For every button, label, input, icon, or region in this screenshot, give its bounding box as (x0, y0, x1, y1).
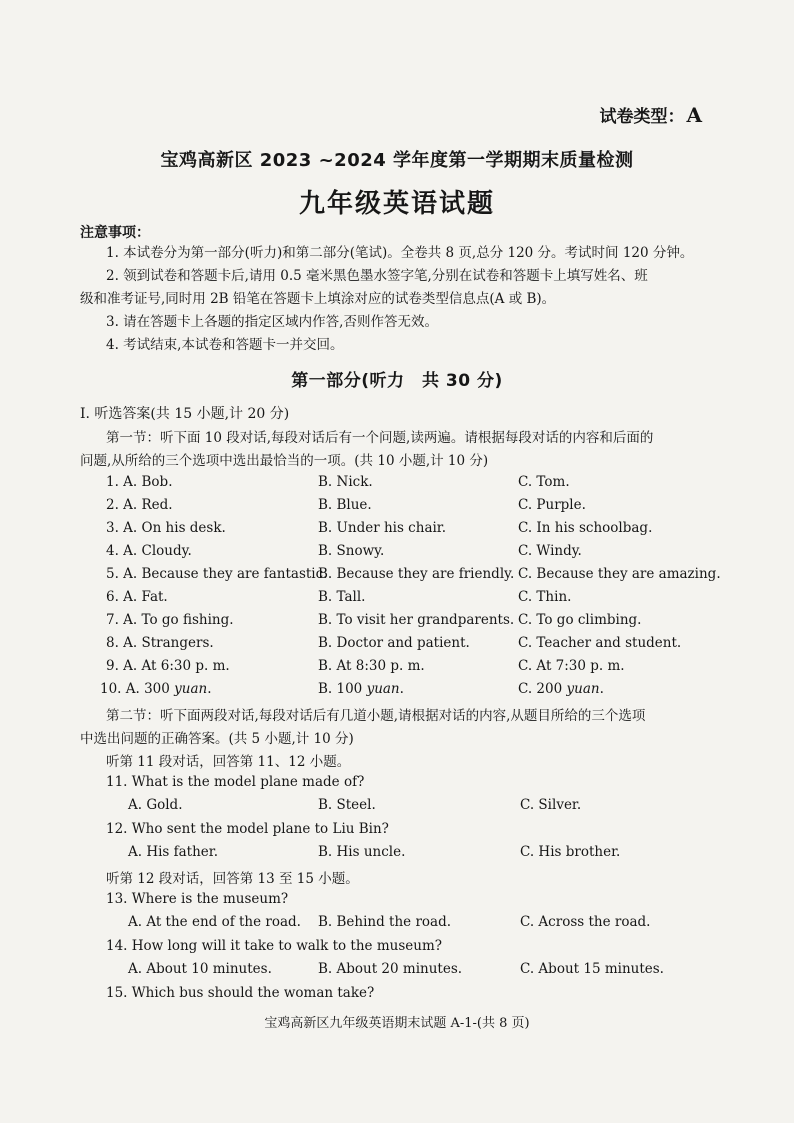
option-b: B. Behind the road. (318, 914, 452, 930)
option-a: 7. A. To go fishing. (106, 612, 234, 628)
sec1-intro-line2: 问题,从所给的三个选项中选出最恰当的一项。(共 10 小题,计 10 分) (80, 453, 489, 469)
sec2-intro-line1: 第二节：听下面两段对话,每段对话后有几道小题,请根据对话的内容,从题目所给的三个选项 (106, 708, 646, 724)
option-a: A. Gold. (128, 797, 183, 813)
question-stem-11: 11. What is the model plane made of? (106, 774, 365, 790)
option-a: 1. A. Bob. (106, 474, 173, 490)
option-a: A. His father. (128, 844, 219, 860)
question-row-7 (106, 612, 726, 634)
unit-text: yuan (566, 681, 600, 697)
option-c: C. To go climbing. (518, 612, 642, 628)
option-c (518, 681, 604, 697)
notice-heading: 注意事项： (80, 225, 150, 241)
option-a-text: 10. A. 300 (100, 681, 175, 697)
dialog12-note: 听第 12 段对话，回答第 13 至 15 小题。 (106, 871, 359, 887)
question-stem-15: 15. Which bus should the woman take? (106, 985, 375, 1001)
question-row-1 (106, 474, 726, 496)
option-a: 6. A. Fat. (106, 589, 168, 605)
notice-item-1: 1. 本试卷分为第一部分(听力)和第二部分(笔试)。全卷共 8 页,总分 120 分。考试时间 120 分钟。 (106, 245, 694, 261)
option-c: C. Purple. (518, 497, 586, 513)
question-row-2 (106, 497, 726, 519)
paper-type-value: A (686, 103, 702, 127)
question-row-5 (106, 566, 726, 588)
question-row-8 (106, 635, 726, 657)
option-b: B. About 20 minutes. (318, 961, 463, 977)
question-row-6 (106, 589, 726, 611)
option-b-text: B. 100 (318, 681, 367, 697)
sec2-intro-line2: 中选出问题的正确答案。(共 5 小题,计 10 分) (80, 731, 354, 747)
question-stem-13: 13. Where is the museum? (106, 891, 289, 907)
notice-item-2: 2. 领到试卷和答题卡后,请用 0.5 毫米黑色墨水签字笔,分别在试卷和答题卡上填写姓名、班 (106, 268, 648, 284)
part1-heading: Ⅰ. 听选答案(共 15 小题,计 20 分) (80, 406, 290, 422)
question-stem-12: 12. Who sent the model plane to Liu Bin? (106, 821, 389, 837)
option-c: C. Across the road. (520, 914, 651, 930)
option-b: B. Doctor and patient. (318, 635, 470, 651)
option-c: C. Tom. (518, 474, 570, 490)
option-a: 4. A. Cloudy. (106, 543, 192, 559)
page-footer: 宝鸡高新区九年级英语期末试题 A-1-(共 8 页) (264, 1016, 530, 1031)
question-row-3 (106, 520, 726, 542)
option-b: B. At 8:30 p. m. (318, 658, 425, 674)
paper-type-text: 试卷类型： (599, 107, 685, 127)
sec1-intro-line1: 第一节：听下面 10 段对话,每段对话后有一个问题,读两遍。请根据每段对话的内容和后面的 (106, 430, 654, 446)
option-a: 2. A. Red. (106, 497, 173, 513)
exam-subject-title: 九年级英语试题 (298, 189, 495, 219)
option-b: B. Under his chair. (318, 520, 447, 536)
options-12 (128, 844, 728, 866)
option-b: B. Nick. (318, 474, 373, 490)
question-row-10 (100, 681, 726, 703)
period: . (599, 681, 604, 697)
option-c: C. Silver. (520, 797, 582, 813)
option-b: B. To visit her grandparents. (318, 612, 515, 628)
options-13 (128, 914, 728, 936)
option-b: B. Steel. (318, 797, 376, 813)
option-b: B. Snowy. (318, 543, 385, 559)
option-c: C. Thin. (518, 589, 572, 605)
period: . (207, 681, 212, 697)
option-b: B. Because they are friendly. (318, 566, 515, 582)
unit-text: yuan (366, 681, 400, 697)
option-a: 5. A. Because they are fantastic. (106, 566, 328, 582)
question-row-9 (106, 658, 726, 680)
option-c: C. Because they are amazing. (518, 566, 721, 582)
option-c: C. Windy. (518, 543, 582, 559)
option-b: B. Tall. (318, 589, 366, 605)
question-row-4 (106, 543, 726, 565)
option-c: C. His brother. (520, 844, 621, 860)
option-c: C. Teacher and student. (518, 635, 682, 651)
option-c-text: C. 200 (518, 681, 567, 697)
period: . (399, 681, 404, 697)
paper-type-label (599, 102, 702, 127)
notice-item-2-cont: 级和准考证号,同时用 2B 铅笔在答题卡上填涂对应的试卷类型信息点(A 或 B)。 (80, 291, 556, 307)
option-a: 3. A. On his desk. (106, 520, 226, 536)
option-c: C. In his schoolbag. (518, 520, 653, 536)
option-a: 9. A. At 6:30 p. m. (106, 658, 230, 674)
option-b (318, 681, 404, 697)
option-c: C. About 15 minutes. (520, 961, 664, 977)
exam-title: 宝鸡高新区 2023 ~2024 学年度第一学期期末质量检测 (160, 150, 634, 171)
option-b: B. His uncle. (318, 844, 406, 860)
option-c: C. At 7:30 p. m. (518, 658, 625, 674)
option-a: A. At the end of the road. (128, 914, 301, 930)
notice-item-4: 4. 考试结束,本试卷和答题卡一并交回。 (106, 337, 344, 353)
notice-item-3: 3. 请在答题卡上各题的指定区域内作答,否则作答无效。 (106, 314, 438, 330)
dialog11-note: 听第 11 段对话，回答第 11、12 小题。 (106, 754, 351, 770)
options-11 (128, 797, 728, 819)
option-a (100, 681, 212, 697)
section-title: 第一部分(听力 共 30 分) (291, 371, 503, 391)
option-a: A. About 10 minutes. (128, 961, 272, 977)
option-b: B. Blue. (318, 497, 372, 513)
question-stem-14: 14. How long will it take to walk to the museum? (106, 938, 442, 954)
option-a: 8. A. Strangers. (106, 635, 214, 651)
options-14 (128, 961, 728, 983)
unit-text: yuan (174, 681, 208, 697)
